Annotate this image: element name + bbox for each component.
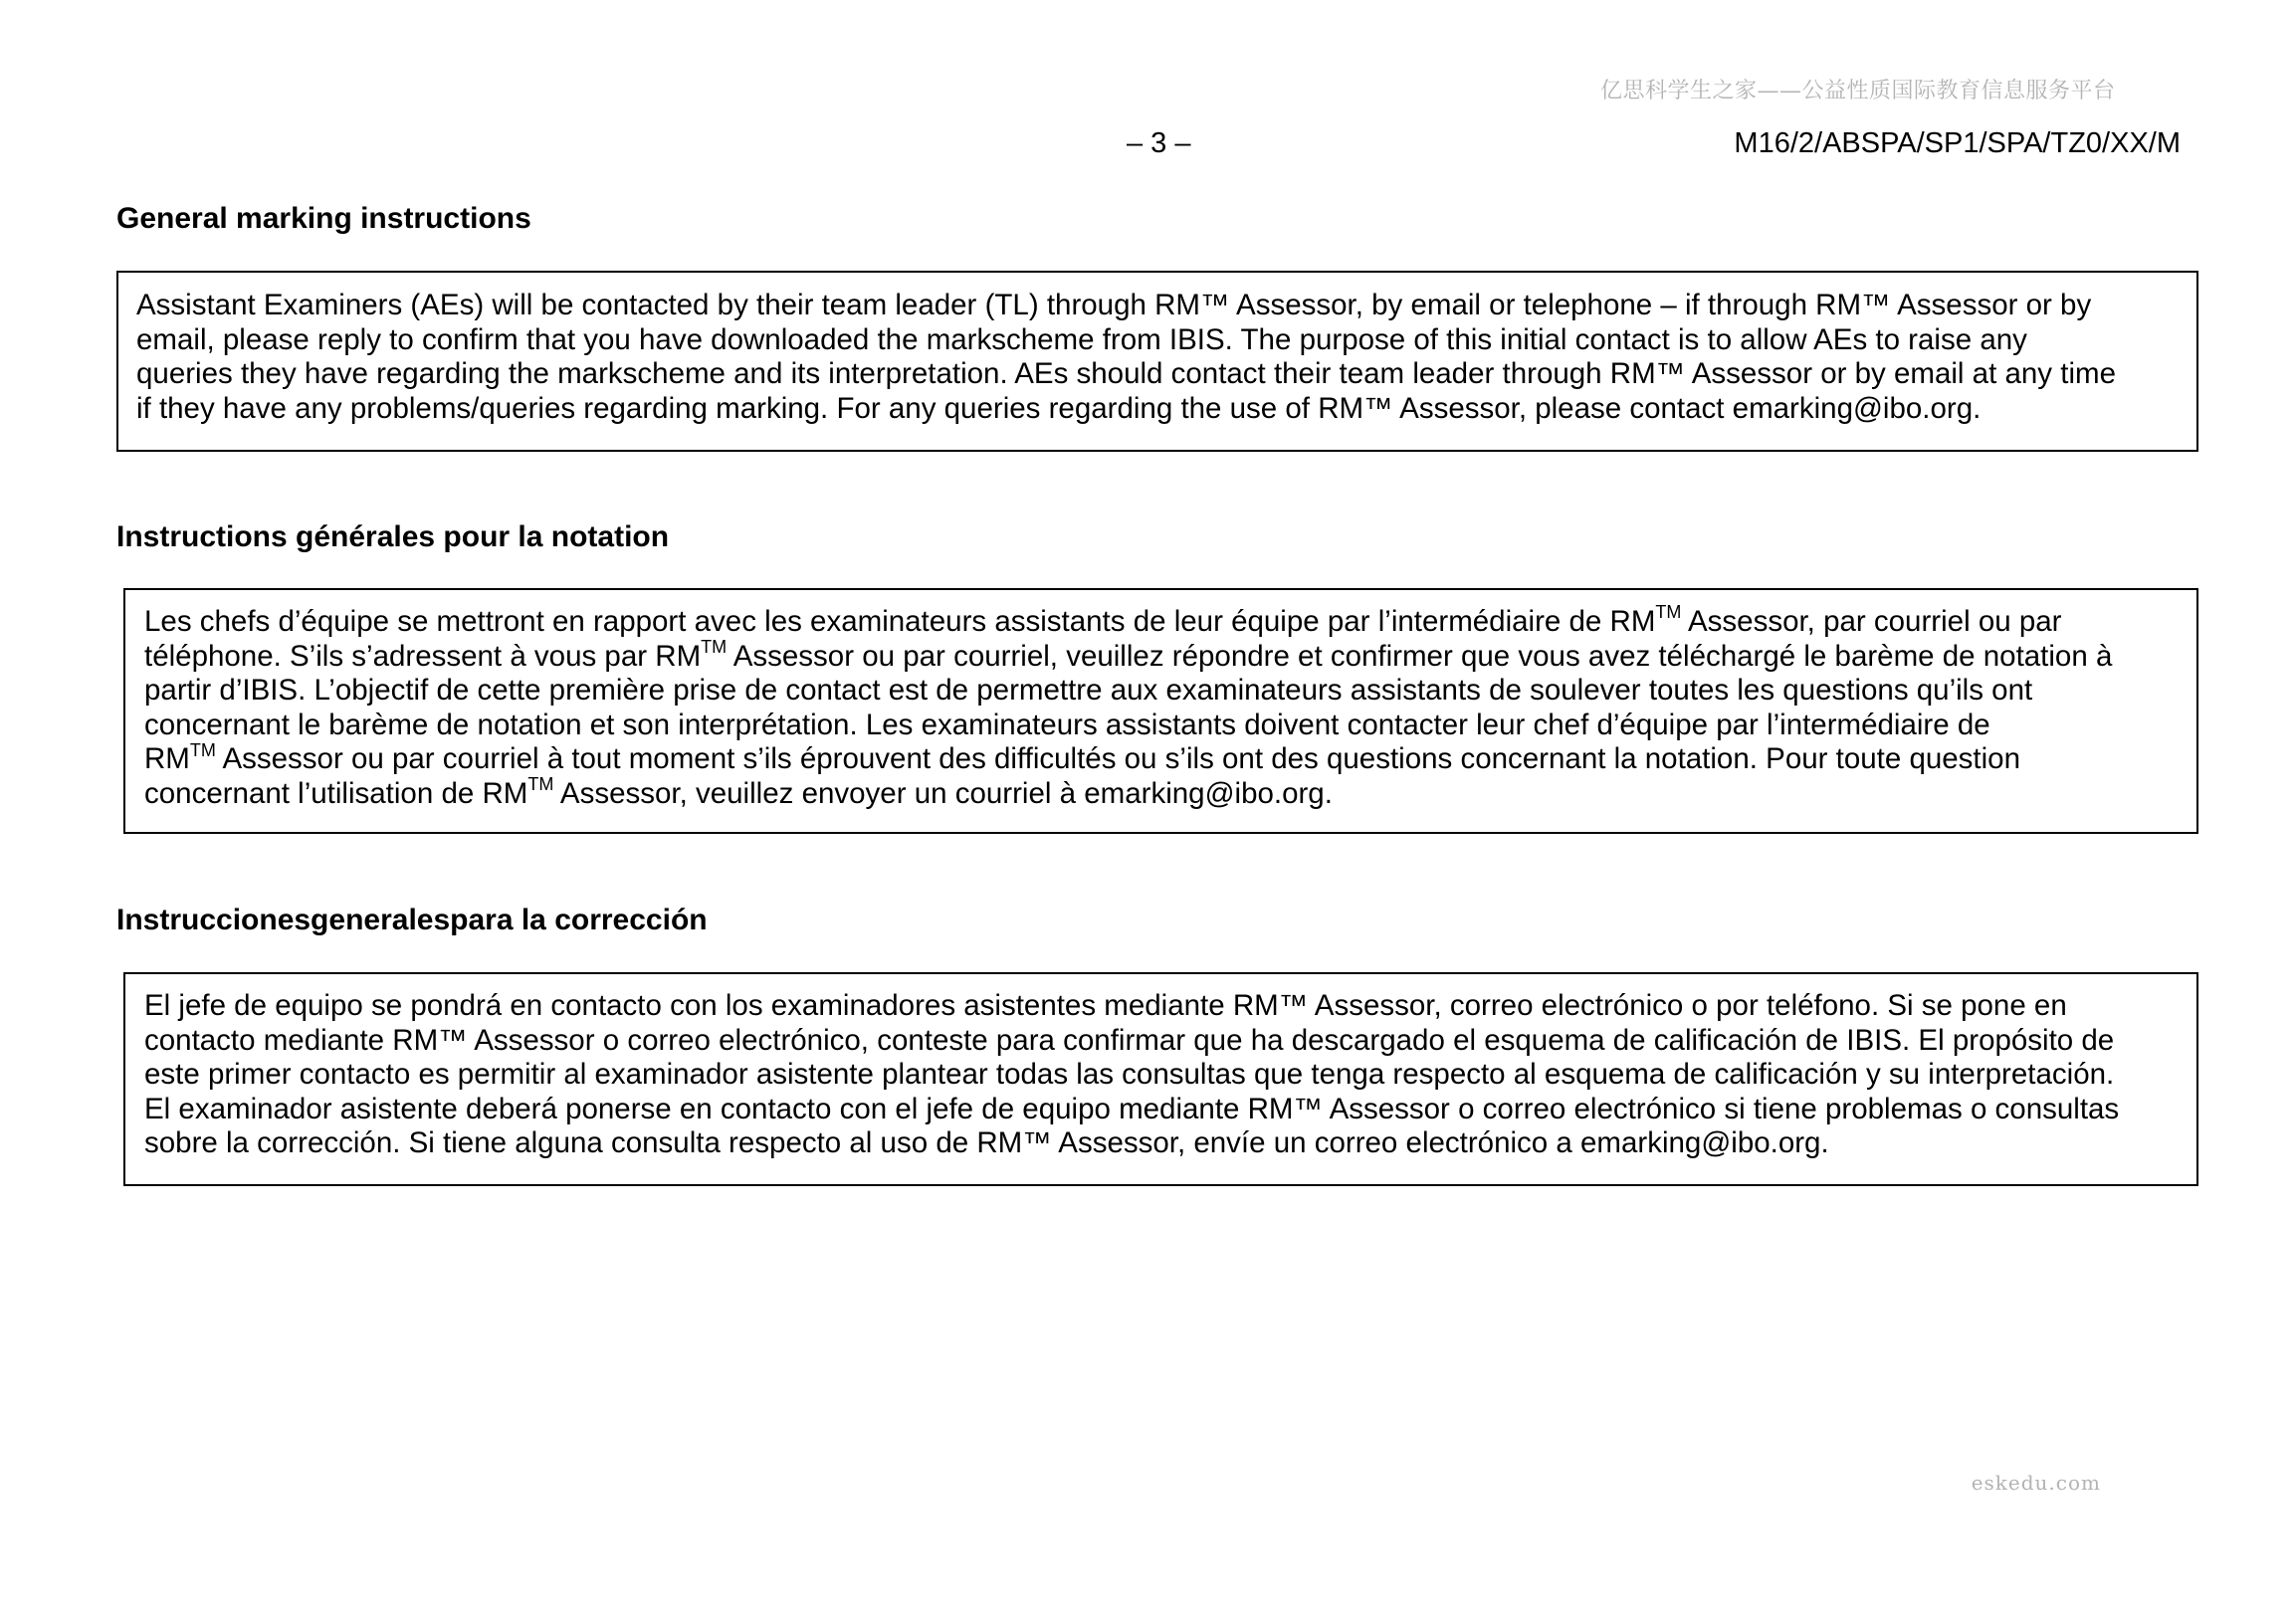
page-number: – 3 – — [1127, 127, 1191, 159]
french-instructions-box — [123, 588, 2198, 834]
english-instructions-box — [116, 271, 2198, 452]
english-line: queries they have regarding the markscheme and its interpretation. AEs should contact their team leader through RM™ Assessor or by email at any time — [136, 357, 2116, 391]
french-line: partir d’IBIS. L’objectif de cette première prise de contact est de permettre aux examinateurs assistants de soulever toutes les questions qu’ils ont — [144, 674, 2033, 708]
heading-spanish: Instruccionesgeneralespara la corrección — [116, 904, 708, 936]
spanish-line: contacto mediante RM™ Assessor o correo electrónico, conteste para confirmar que ha descargado el esquema de calificación de IBIS. El propósito de — [144, 1023, 2115, 1057]
english-line: Assistant Examiners (AEs) will be contacted by their team leader (TL) through RM™ Assessor, by email or telephone – if through RM™ Assessor or by — [136, 289, 2092, 321]
heading-english: General marking instructions — [116, 202, 531, 235]
bottom-watermark: eskedu.com — [1971, 1471, 2101, 1495]
spanish-instructions-box — [123, 972, 2198, 1186]
trademark-mark: TM — [1655, 602, 1682, 623]
spanish-line: El jefe de equipo se pondrá en contacto con los examinadores asistentes mediante RM™ Assessor, correo electrónico o por teléfono. Si se pone en — [144, 989, 2067, 1022]
spanish-line: sobre la corrección. Si tiene alguna consulta respecto al uso de RM™ Assessor, envíe un correo electrónico a emarking@ibo.org. — [144, 1126, 1829, 1160]
spanish-line: este primer contacto es permitir al examinador asistente plantear todas las consultas que tenga respecto al esquema de calificación y su interpretación. — [144, 1058, 2115, 1092]
french-line: concernant le barème de notation et son interprétation. Les examinateurs assistants doivent contacter leur chef d’équipe par l’intermédiaire de — [144, 708, 1990, 741]
french-line: téléphone. S’ils s’adressent à vous par RM™ Assessor ou par courriel, veuillez répondre et confirmer que vous avez téléchargé le barème de notation à — [144, 636, 2113, 673]
english-line: email, please reply to confirm that you have downloaded the markscheme from IBIS. The purpose of this initial contact is to allow AEs to raise any — [136, 322, 2027, 356]
spanish-line: El examinador asistente deberá ponerse en contacto con el jefe de equipo mediante RM™ Assessor o correo electrónico si tiene problemas o consultas — [144, 1092, 2120, 1125]
french-line: Les chefs d’équipe se mettront en rapport avec les examinateurs assistants de leur équipe par l’intermédiaire de RM™ Assessor, par courriel ou par — [144, 602, 2062, 638]
heading-french: Instructions générales pour la notation — [116, 520, 670, 553]
trademark-mark: TM — [701, 636, 728, 657]
french-line: RM™ Assessor ou par courriel à tout moment s’ils éprouvent des difficultés ou s’ils ont des questions concernant la notation. Pour toute question — [144, 739, 2020, 776]
french-line: concernant l’utilisation de RM™ Assessor, veuillez envoyer un courriel à emarking@ibo.org. — [144, 774, 1333, 810]
trademark-mark: TM — [527, 774, 554, 795]
english-line: if they have any problems/queries regarding marking. For any queries regarding the use of RM™ Assessor, please contact emarking@ibo.org. — [136, 391, 1982, 425]
top-watermark: 亿思科学生之家——公益性质国际教育信息服务平台 — [1600, 79, 2116, 103]
trademark-mark: TM — [189, 739, 216, 760]
document-code: M16/2/ABSPA/SP1/SPA/TZ0/XX/M — [1734, 127, 2181, 159]
